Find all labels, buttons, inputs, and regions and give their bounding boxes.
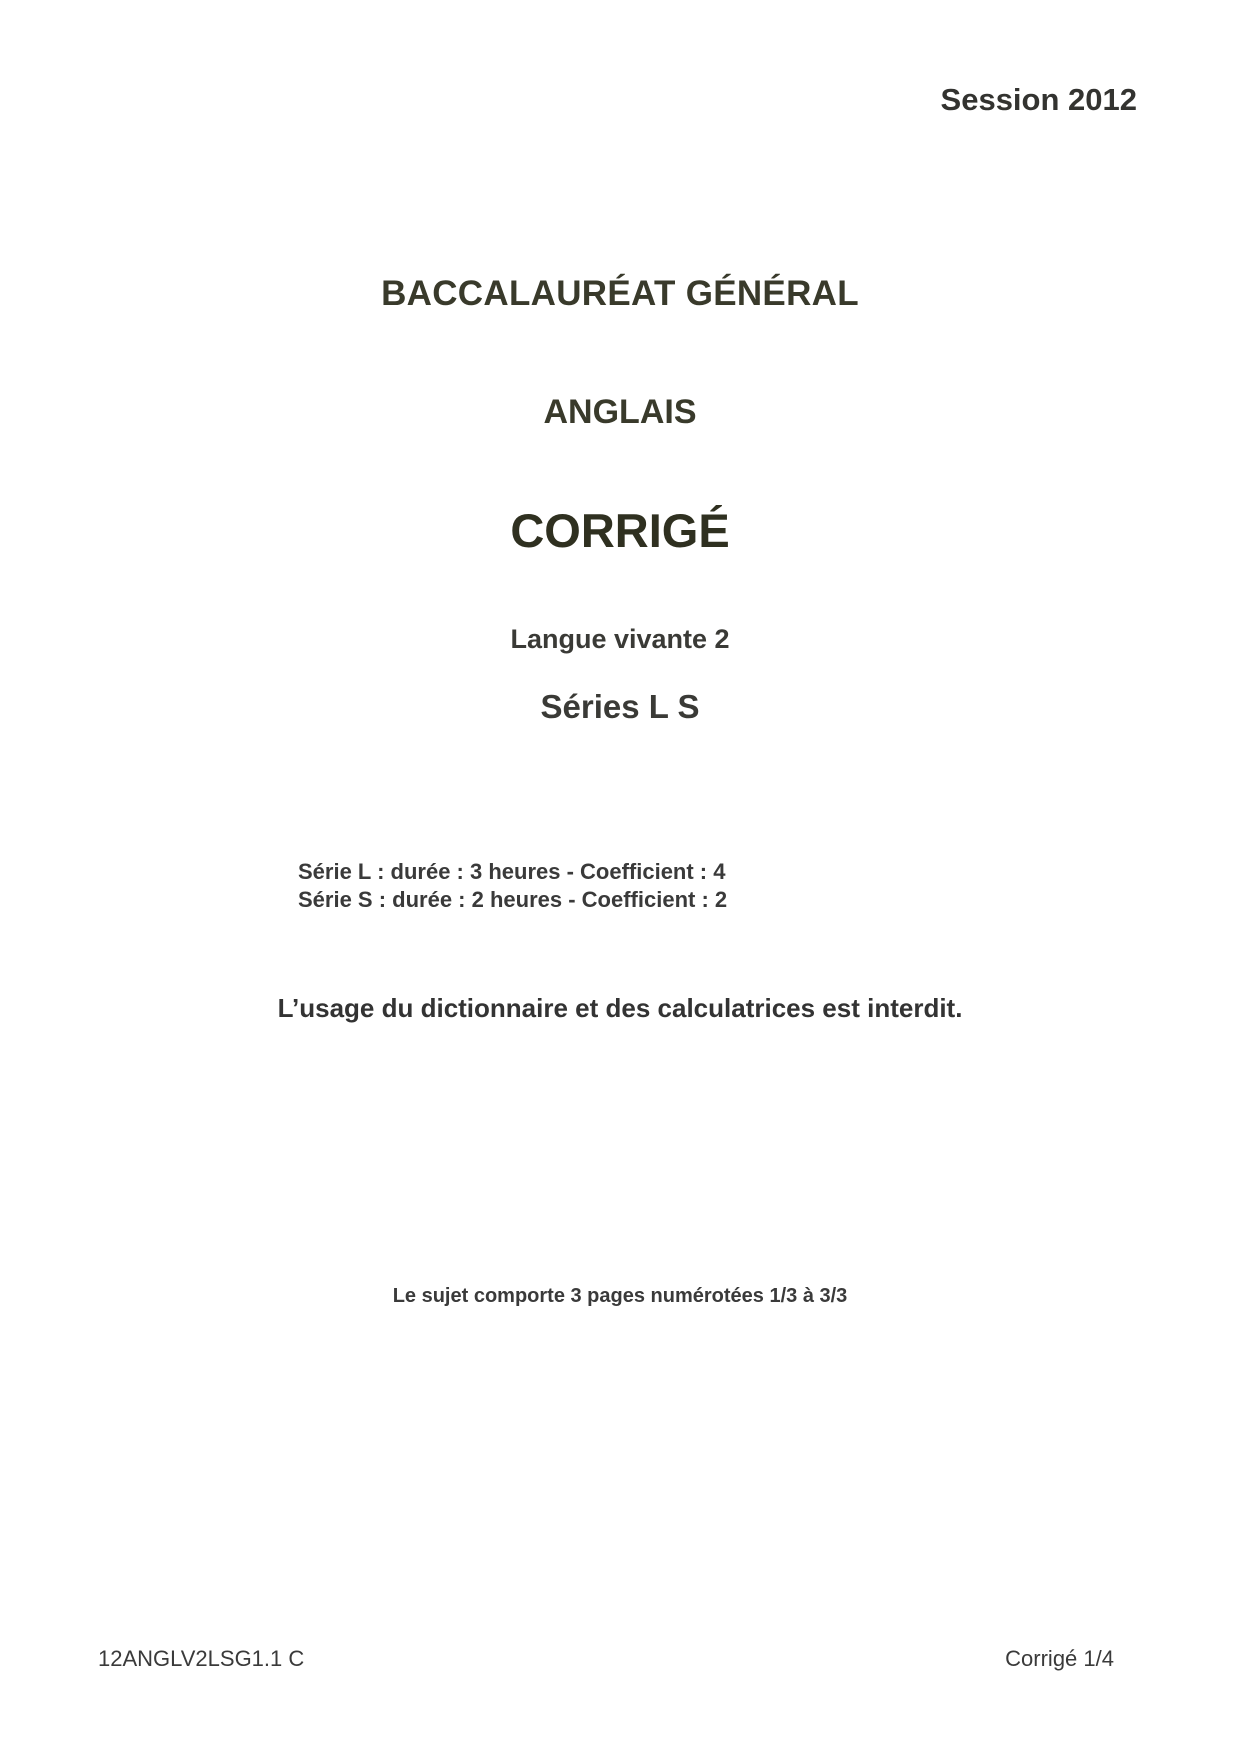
usage-notice: L’usage du dictionnaire et des calculatrices est interdit. — [277, 993, 963, 1023]
series-label: Séries L S — [540, 688, 700, 725]
exam-title: BACCALAURÉAT GÉNÉRAL — [381, 274, 859, 313]
document-type-heading: CORRIGÉ — [510, 504, 730, 557]
session-label: Session 2012 — [940, 82, 1137, 117]
language-level: Langue vivante 2 — [510, 624, 730, 654]
duration-list — [298, 858, 727, 914]
subject-title: ANGLAIS — [543, 393, 697, 431]
footer-code: 12ANGLV2LSG1.1 C — [98, 1646, 305, 1671]
pages-info: Le sujet comporte 3 pages numérotées 1/3 à 3/3 — [392, 1285, 848, 1307]
duration-line-serie-l: Série L : durée : 3 heures - Coefficient : 4 — [298, 859, 726, 884]
duration-line-serie-s: Série S : durée : 2 heures - Coefficient : 2 — [298, 887, 728, 912]
footer-page-number: Corrigé 1/4 — [1005, 1646, 1114, 1671]
